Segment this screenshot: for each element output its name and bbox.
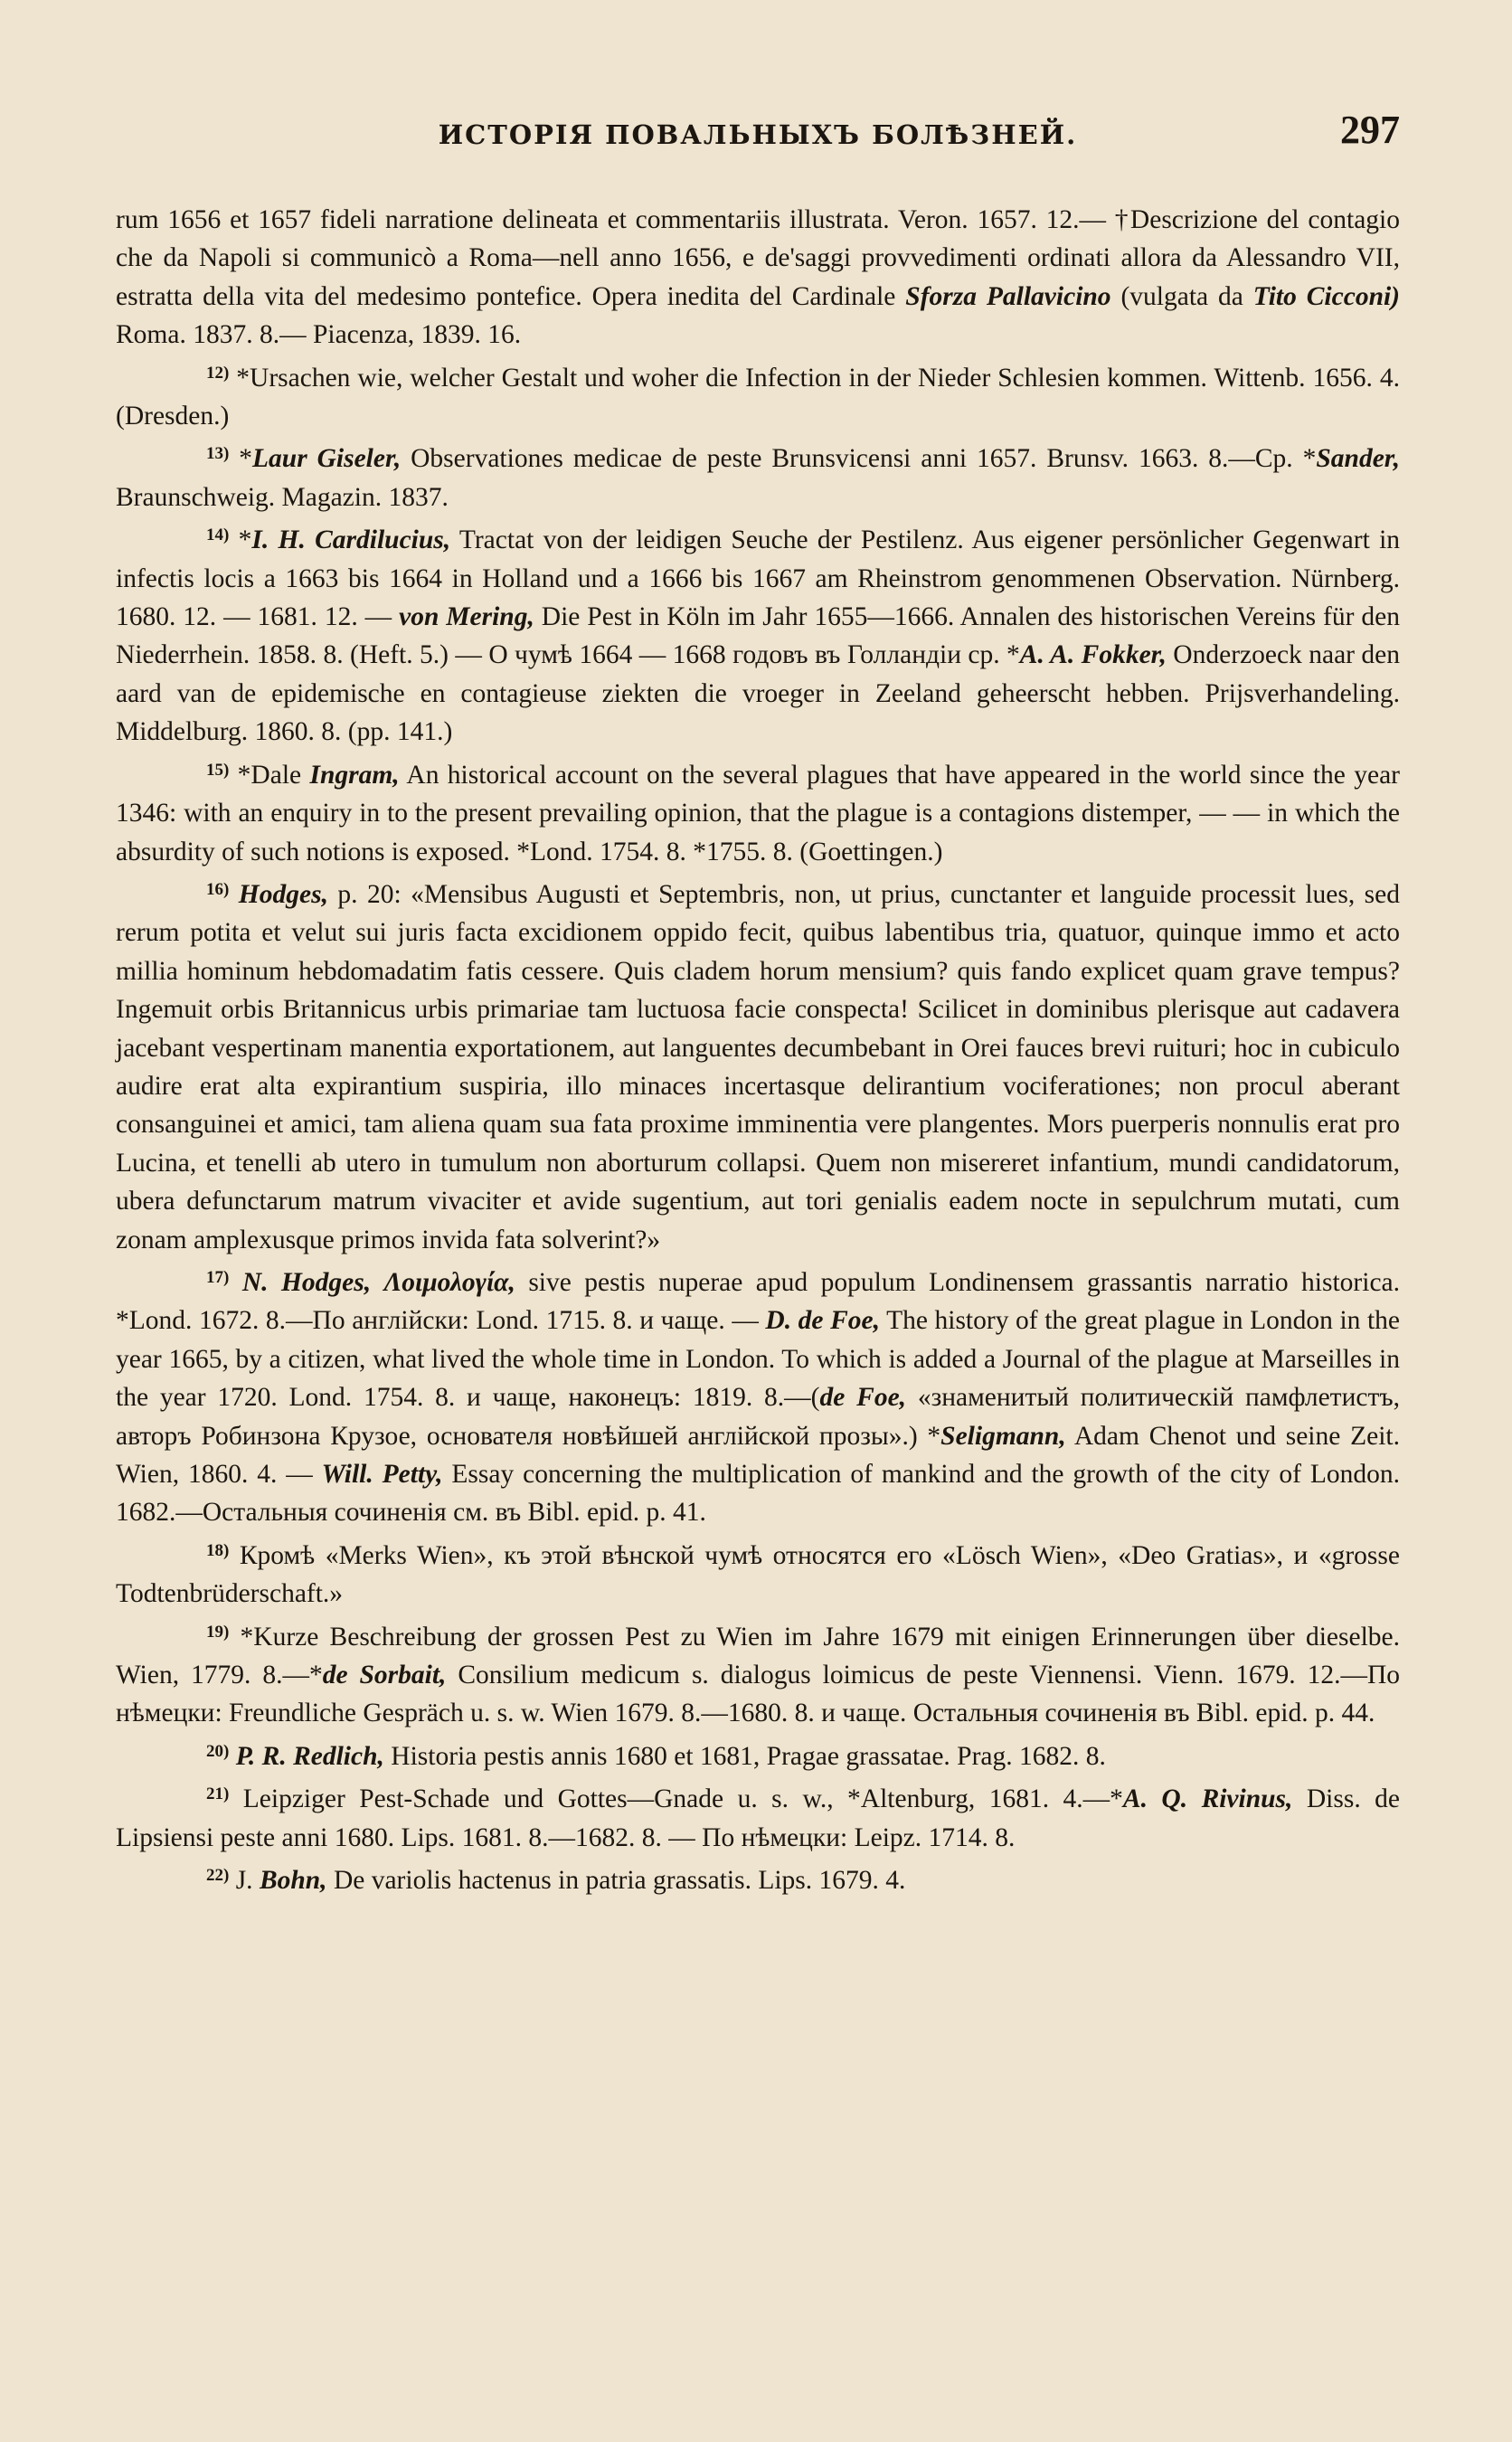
author-name: A. Q. Rivinus, [1122,1784,1293,1814]
footnote-number: 13) [206,444,230,464]
footnote-text: Onderzoeck naar den aard van de epidemische en contagieuse ziekten die vroeger in Zeeland geheerscht hebben. Prijsverhandeling. Middelburg. 1860. 8. (pp. 141.) [116,640,1400,747]
footnote [116,435,1400,516]
footnote [116,516,1400,751]
page-header [116,107,1400,161]
footnote-text: *Ursachen wie, welcher Gestalt und woher die Infection in der Nieder Schlesien kommen. Wittenb. 1656. 4. (Dresden.) [116,363,1400,431]
footnote-number: 17) [206,1267,230,1287]
author-name: Sforza Pallavicino [905,281,1111,311]
footnote-text: Adam Chenot und seine Zeit. Wien, 1860. 4. — [116,1421,1400,1489]
footnote-text: Braunschweig. Magazin. 1837. [116,482,449,512]
footnote-text: Tractat von der leidigen Seuche der Pestilenz. Aus eigener persönlicher Gegenwart in infectis locis a 1663 bis 1664 in Holland und a 1666 bis 1667 am Rheinstrom genommenen Observation. Nürnberg. 1680. 12. — 1681. 12. — [116,525,1401,632]
author-name: de Foe, [819,1383,907,1413]
footnote-text: An historical account on the several plagues that have appeared in the world since the year 1346: with an enquiry in to the present prevailing opinion, that the plague is a contagions distemper, — — in which the absurdity of such notions is exposed. *Lond. 1754. 8. *1755. 8. (Goettingen.) [116,760,1400,866]
footnote-text: Diss. de Lipsiensi peste anni 1680. Lips. 1681. 8.—1682. 8. — По нѣмецки: Leipz. 1714. 8. [116,1784,1400,1852]
author-name: Sander, [1316,444,1401,474]
footnote [116,1614,1400,1733]
footnote-text: rum 1656 et 1657 fideli narratione delineata et commentariis illustrata. Veron. 1657. 12.— †Descrizione del contagio che da Napoli si communicò a Roma—nell anno 1656, e de'saggi provvedimenti ordinati allora da Alessandro VII, estratta della vita del medesimo pontefice. Opera inedita del Cardinale [116,205,1400,311]
author-name: Seligmann, [940,1421,1066,1451]
footnote [116,201,1400,355]
author-name: Bohn, [259,1866,327,1896]
footnote-text: (vulgata da [1110,281,1253,311]
footnote [116,355,1400,436]
footnote-number: 15) [206,760,230,780]
author-name: N. Hodges, Λοιμολογία, [241,1267,515,1297]
author-name: Tito Cicconi) [1252,281,1400,311]
footnote-text: *Dale [229,760,310,790]
footnote-number: 16) [206,879,230,899]
author-name: A. A. Fokker, [1019,640,1167,670]
footnote [116,1733,1400,1775]
footnote-number: 19) [206,1622,230,1642]
footnote-text: Die Pest in Köln im Jahr 1655—1666. Annalen des historischen Vereins für den Niederrhein. 1858. 8. (Heft. 5.) — О чумѣ 1664 — 1668 годовъ въ Голландіи ср. * [116,602,1400,670]
footnote-number: 18) [206,1540,230,1560]
author-name: I. H. Cardilucius, [251,525,451,555]
author-name: Hodges, [238,879,328,909]
author-name: P. R. Redlich, [235,1741,384,1771]
footnote-text: Leipziger Pest-Schade und Gottes—Gnade u. s. w., *Altenburg, 1681. 4.—* [229,1784,1123,1814]
footnote-text: Кромѣ «Merks Wien», къ этой вѣнской чумѣ относятся его «Lösch Wien», «Deo Gratias», и «grosse Todtenbrüderschaft.» [116,1540,1400,1609]
footnote-text: Historia pestis annis 1680 et 1681, Pragae grassatae. Prag. 1682. 8. [383,1741,1106,1771]
footnote-text [229,1268,241,1297]
footnote-number: 20) [206,1741,230,1761]
footnotes-block [116,201,1400,1899]
footnote-text: «знаменитый политическій памфлетистъ, авторъ Робинзона Крузое, основателя новѣйшей англійской прозы».) * [116,1383,1400,1451]
footnote-number: 14) [206,525,230,545]
footnote [116,1532,1400,1614]
author-name: Ingram, [309,760,400,790]
footnote-text: Consilium medicum s. dialogus loimicus de peste Viennensi. Vienn. 1679. 12.—По нѣмецки: Freundliche Gespräch u. s. w. Wien 1679. 8.—1680. 8. и чаще. Остальныя сочиненія въ Bibl. epid. p. 44. [116,1661,1400,1728]
footnote-number: 21) [206,1784,230,1804]
footnote-text: Roma. 1837. 8.— Piacenza, 1839. 16. [116,320,522,350]
author-name: von Mering, [399,602,534,632]
footnote-text: * [229,444,253,474]
footnote [116,1857,1400,1899]
footnote-text: sive pestis nuperae apud populum Londinensem grassantis narratio historica. *Lond. 1672. 8.—По англійски: Lond. 1715. 8. и чаще. — [116,1267,1401,1336]
footnote [116,1775,1400,1857]
footnote-number: 12) [206,363,230,383]
page-number: 297 [1340,108,1400,152]
author-name: D. de Foe, [765,1306,881,1336]
author-name: Will. Petty, [321,1460,443,1489]
footnote-text: The history of the great plague in London in the year 1665, by a citizen, what lived the whole time in London. To which is added a Journal of the plague at Marseilles in the year 1720. Lond. 1754. 8. и чаще, наконецъ: 1819. 8.—( [116,1306,1401,1413]
footnote-text: p. 20: «Mensibus Augusti et Septembris, non, ut prius, cunctanter et languide processit lues, sed rerum potita et velut sui juris facta excidionem oppido fecit, quibus labentibus tria, quatuor, quinque immo et acto millia hominum hebdomadatim fatis cessere. Quis cladem horum mensium? quis fando explicet quam grave tempus? Ingemuit orbis Britannicus urbis primariae tam luctuosa facie conspecta! Scilicet in dominibus plerisque aut cadavera jacebant vespertinam manentia exportationem, aut languentes decumbebant in Orei fauces brevi ruituri; hoc in cubiculo audire erat alta expirantium suspiria, illo minaces incertasque delirantium vociferationes; non procul aberant consanguinei et amici, tam aliena quam sua fata proxime imminentia vere plangentes. Mors puerperis nonnulis erat pro Lucina, et tenelli ab utero in tumulum non aborturum collapsi. Quem non misereret infantium, mundi candidatorum, ubera defunctarum matrum vivaciter et avide sugentium, aut tori genialis eadem nocte in sepulchrum mutati, cum zonam amplexusque primos invida fata solverint?» [116,879,1401,1254]
footnote-text: J. [229,1866,260,1896]
footnote-text: Essay concerning the multiplication of mankind and the growth of the city of London. 1682.—Остальныя сочиненія см. въ Bibl. epid. p. 41. [116,1460,1400,1528]
footnote-number: 22) [206,1866,230,1886]
author-name: Laur Giseler, [252,444,402,474]
author-name: de Sorbait, [322,1661,447,1690]
footnote [116,752,1400,871]
footnote-text [229,880,238,909]
footnote [116,871,1400,1259]
footnote-text: De variolis hactenus in patria grassatis. Lips. 1679. 4. [326,1866,906,1896]
footnote [116,1259,1400,1532]
footnote-text: *Kurze Beschreibung der grossen Pest zu Wien im Jahre 1679 mit einigen Erinnerungen über dieselbe. Wien, 1779. 8.—* [116,1622,1400,1690]
running-head: ИСТОРІЯ ПОВАЛЬНЫХЪ БОЛѢЗНЕЙ. [438,119,1078,150]
footnote-text [229,1742,235,1771]
footnote-text: * [229,525,252,555]
footnote-text: Observationes medicae de peste Brunsvicensi anni 1657. Brunsv. 1663. 8.—Ср. * [401,444,1317,474]
